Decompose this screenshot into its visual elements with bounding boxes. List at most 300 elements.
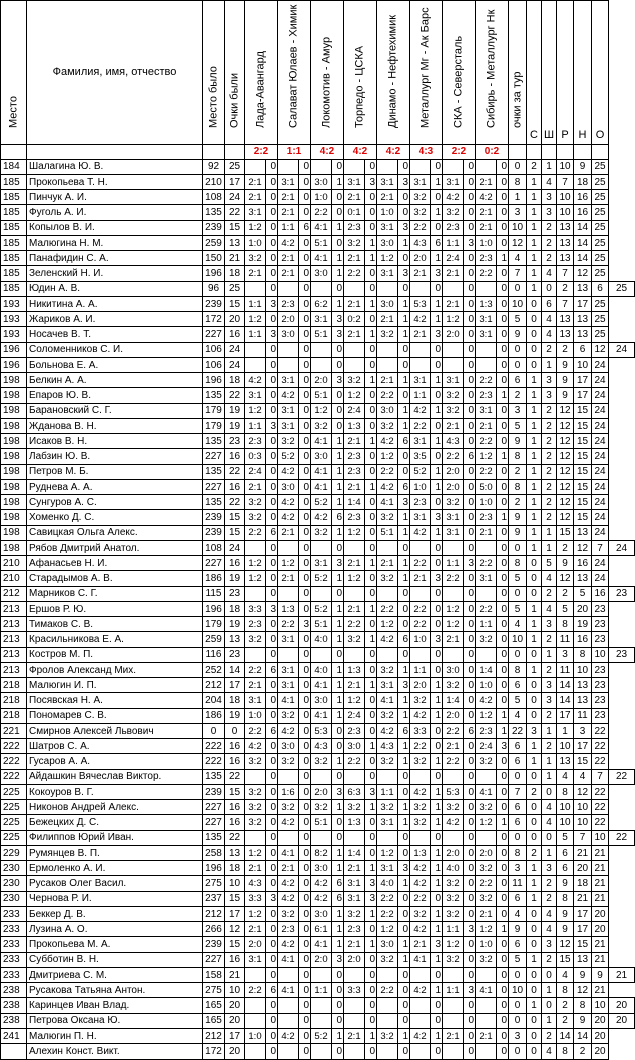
cell-m2-score: 1:1 (278, 220, 299, 235)
cell-count-o: 22 (592, 815, 609, 830)
cell-name: Белкин А. А. (27, 373, 203, 388)
cell-m2-pts: 0 (299, 1028, 311, 1043)
cell-m3-pts: 1 (332, 449, 344, 464)
cell-m1-pts: 0 (266, 830, 278, 845)
cell-m8-pts: 0 (497, 571, 509, 586)
cell-tour-points: 4 (509, 617, 527, 632)
cell-m1-score (245, 769, 266, 784)
cell-m4-score (344, 998, 365, 1013)
cell-place-was: 186 (203, 708, 225, 723)
cell-m7-pts: 0 (464, 540, 476, 555)
cell-m5-score: 2:1 (377, 556, 398, 571)
table-row (1, 693, 635, 708)
cell-m2-score: 3:0 (278, 479, 299, 494)
cell-m5-pts: 0 (398, 586, 410, 601)
cell-count-r: 10 (557, 739, 574, 754)
cell-m5-score (377, 967, 398, 982)
cell-undefined: 22 (609, 830, 635, 845)
table-row (1, 357, 635, 372)
cell-m5-pts: 6 (398, 632, 410, 647)
cell-m1-pts: 0 (266, 800, 278, 815)
cell-m4-score: 2:4 (344, 708, 365, 723)
cell-m1-score: 1:1 (245, 327, 266, 342)
cell-m8-score: 3:2 (476, 861, 497, 876)
cell-place-was: 227 (203, 479, 225, 494)
cell-m6-pts: 3 (431, 266, 443, 281)
cell-m6-score (410, 540, 431, 555)
cell-place-was: 239 (203, 296, 225, 311)
cell-count-s: 1 (527, 861, 542, 876)
cell-count-n: 9 (574, 967, 592, 982)
cell-count-s: 1 (527, 373, 542, 388)
cell-count-r: 9 (557, 373, 574, 388)
cell-m7-score (443, 586, 464, 601)
cell-m7-pts: 0 (464, 906, 476, 921)
cell-count-n: 16 (574, 205, 592, 220)
cell-m4-score: 3:1 (344, 876, 365, 891)
cell-m6-pts: 0 (431, 281, 443, 296)
cell-points-were: 10 (225, 983, 245, 998)
cell-m8-score (476, 647, 497, 662)
cell-m6-score: 1:0 (410, 632, 431, 647)
cell-place: 185 (1, 205, 27, 220)
cell-m6-pts: 0 (431, 1044, 443, 1060)
cell-m8-score (476, 357, 497, 372)
cell-count-n: 15 (574, 449, 592, 464)
cell-name: Шатров С. А. (27, 739, 203, 754)
cell-m1-score: 1:0 (245, 1028, 266, 1043)
cell-m1-score (245, 281, 266, 296)
cell-m8-pts: 0 (497, 342, 509, 357)
cell-m1-score: 2:4 (245, 464, 266, 479)
table-row (1, 586, 635, 601)
cell-count-sh: 4 (542, 922, 557, 937)
cell-m8-pts: 0 (497, 845, 509, 860)
table-row (1, 830, 635, 845)
cell-m3-pts: 1 (332, 479, 344, 494)
table-row (1, 922, 635, 937)
cell-name: Савицкая Ольга Алекс. (27, 525, 203, 540)
cell-m7-score: 2:4 (443, 251, 464, 266)
header-row (1, 1, 635, 145)
cell-tour-points: 2 (509, 464, 527, 479)
cell-count-n: 12 (574, 983, 592, 998)
cell-m7-score: 2:1 (443, 418, 464, 433)
cell-place: 198 (1, 434, 27, 449)
cell-m2-pts: 0 (299, 647, 311, 662)
cell-m2-score: 3:1 (278, 662, 299, 677)
cell-m7-score: 3:1 (443, 510, 464, 525)
cell-name: Бежецких Д. С. (27, 815, 203, 830)
cell-count-s: 1 (527, 525, 542, 540)
cell-count-n: 10 (574, 662, 592, 677)
cell-m1-score (245, 342, 266, 357)
cell-count-n: 21 (574, 891, 592, 906)
cell-name: Филиппов Юрий Иван. (27, 830, 203, 845)
cell-m6-score: 4:2 (410, 312, 431, 327)
cell-m1-score: 1:2 (245, 556, 266, 571)
cell-count-sh: 2 (542, 510, 557, 525)
cell-count-r: 9 (557, 357, 574, 372)
cell-m8-pts: 0 (497, 647, 509, 662)
cell-m1-pts: 0 (266, 708, 278, 723)
cell-place: 185 (1, 220, 27, 235)
cell-m5-pts: 1 (398, 525, 410, 540)
cell-m6-score: 3:1 (410, 373, 431, 388)
cell-m5-score (377, 647, 398, 662)
cell-m2-score: 4:2 (278, 510, 299, 525)
cell-m8-pts: 0 (497, 830, 509, 845)
cell-tour-points: 10 (509, 296, 527, 311)
cell-m6-pts: 1 (431, 876, 443, 891)
cell-m3-score: 2:0 (311, 373, 332, 388)
cell-m6-pts: 0 (431, 891, 443, 906)
cell-count-o: 24 (592, 418, 609, 433)
cell-count-s: 3 (527, 723, 542, 738)
cell-undefined: 25 (609, 281, 635, 296)
cell-m6-pts: 0 (431, 830, 443, 845)
cell-count-n: 19 (574, 617, 592, 632)
cell-points-were: 10 (225, 876, 245, 891)
cell-tour-points: 1 (509, 190, 527, 205)
cell-m6-score: 4:2 (410, 983, 431, 998)
cell-count-s: 2 (527, 784, 542, 799)
cell-count-sh: 2 (542, 418, 557, 433)
table-row (1, 266, 635, 281)
cell-m5-score: 4:2 (377, 723, 398, 738)
cell-m4-pts: 1 (365, 327, 377, 342)
table-row (1, 1044, 635, 1060)
cell-m4-pts: 0 (365, 540, 377, 555)
cell-m3-score: 2:0 (311, 952, 332, 967)
cell-m5-pts: 1 (398, 739, 410, 754)
cell-m7-score: 3:2 (443, 906, 464, 921)
cell-count-o: 20 (592, 1044, 609, 1060)
cell-m3-pts: 1 (332, 601, 344, 616)
cell-count-o: 20 (592, 1013, 609, 1028)
cell-m2-pts: 0 (299, 281, 311, 296)
cell-count-o: 16 (592, 586, 609, 601)
table-row (1, 617, 635, 632)
cell-m7-pts: 0 (464, 342, 476, 357)
cell-m8-pts: 0 (497, 906, 509, 921)
cell-m1-pts: 3 (266, 327, 278, 342)
cell-m3-pts: 1 (332, 922, 344, 937)
cell-count-s: 0 (527, 815, 542, 830)
cell-tour-points: 0 (509, 769, 527, 784)
cell-m4-score: 3:2 (344, 235, 365, 250)
cell-m2-score (278, 357, 299, 372)
cell-m8-score (476, 998, 497, 1013)
cell-m2-pts: 0 (299, 525, 311, 540)
cell-name: Хоменко Д. С. (27, 510, 203, 525)
cell-count-sh: 2 (542, 952, 557, 967)
cell-place-was: 212 (203, 1028, 225, 1043)
table-row (1, 205, 635, 220)
cell-points-were: 22 (225, 495, 245, 510)
cell-name: Гусаров А. А. (27, 754, 203, 769)
cell-m1-pts: 0 (266, 266, 278, 281)
cell-count-n: 15 (574, 510, 592, 525)
cell-m1-pts: 3 (266, 601, 278, 616)
cell-m3-score: 5:2 (311, 1028, 332, 1043)
cell-m2-score: 3:1 (278, 174, 299, 189)
cell-m2-pts: 0 (299, 510, 311, 525)
cell-m4-score (344, 540, 365, 555)
cell-m1-score: 3:1 (245, 693, 266, 708)
cell-count-sh: 4 (542, 601, 557, 616)
cell-name: Сунгуров А. С. (27, 495, 203, 510)
cell-count-s: 0 (527, 922, 542, 937)
cell-m2-score: 3:1 (278, 418, 299, 433)
cell-m3-score (311, 342, 332, 357)
cell-count-n: 9 (574, 159, 592, 174)
cell-count-o: 25 (592, 327, 609, 342)
cell-m6-score: 2:2 (410, 556, 431, 571)
cell-count-o: 25 (592, 266, 609, 281)
cell-m3-score: 2:2 (311, 205, 332, 220)
cell-place-was: 106 (203, 342, 225, 357)
cell-place-was: 108 (203, 190, 225, 205)
cell-m3-score (311, 647, 332, 662)
cell-m3-pts: 1 (332, 861, 344, 876)
cell-m2-pts: 0 (299, 922, 311, 937)
cell-m2-pts: 0 (299, 952, 311, 967)
cell-m4-pts: 1 (365, 739, 377, 754)
table-row (1, 464, 635, 479)
cell-count-n: 5 (574, 586, 592, 601)
cell-place-was: 259 (203, 235, 225, 250)
cell-m8-pts: 1 (497, 815, 509, 830)
cell-points-were: 23 (225, 434, 245, 449)
cell-m6-pts: 3 (431, 510, 443, 525)
cell-m6-pts: 1 (431, 251, 443, 266)
cell-m1-score: 1:1 (245, 296, 266, 311)
cell-m8-pts: 0 (497, 769, 509, 784)
cell-m2-score: 5:2 (278, 449, 299, 464)
cell-m6-score: 4:1 (410, 952, 431, 967)
cell-m5-pts: 1 (398, 510, 410, 525)
cell-m5-pts: 1 (398, 815, 410, 830)
cell-m6-pts: 1 (431, 1028, 443, 1043)
header-match-7: СКА - Северсталь (443, 1, 476, 145)
cell-place-was: 179 (203, 418, 225, 433)
cell-m2-score: 2:3 (278, 922, 299, 937)
cell-m5-pts: 1 (398, 937, 410, 952)
cell-m7-pts: 0 (464, 708, 476, 723)
cell-m1-pts: 3 (266, 418, 278, 433)
cell-m4-score: 0:1 (344, 205, 365, 220)
cell-m2-pts: 0 (299, 800, 311, 815)
cell-m6-score (410, 281, 431, 296)
cell-m8-pts: 0 (497, 159, 509, 174)
cell-m5-score (377, 769, 398, 784)
cell-points-were: 15 (225, 296, 245, 311)
table-row (1, 876, 635, 891)
cell-count-o: 7 (592, 769, 609, 784)
cell-m5-score (377, 357, 398, 372)
cell-count-n: 3 (574, 723, 592, 738)
cell-count-s: 1 (527, 479, 542, 494)
cell-place: 198 (1, 373, 27, 388)
cell-name: Руднева А. А. (27, 479, 203, 494)
cell-m5-pts: 0 (398, 967, 410, 982)
table-row (1, 647, 635, 662)
cell-m7-score: 2:1 (443, 632, 464, 647)
cell-m8-pts: 0 (497, 861, 509, 876)
cell-m3-score (311, 281, 332, 296)
cell-m1-pts: 6 (266, 983, 278, 998)
cell-m7-pts: 0 (464, 495, 476, 510)
cell-count-s: 1 (527, 266, 542, 281)
cell-m4-score: 3:1 (344, 891, 365, 906)
cell-m4-pts: 1 (365, 251, 377, 266)
cell-m3-score (311, 769, 332, 784)
cell-m6-score: 2:2 (410, 220, 431, 235)
cell-count-s: 0 (527, 830, 542, 845)
cell-m1-pts: 0 (266, 449, 278, 464)
cell-m7-score (443, 1013, 464, 1028)
cell-m5-pts: 0 (398, 830, 410, 845)
cell-m4-score: 2:0 (344, 952, 365, 967)
cell-tour-points: 6 (509, 815, 527, 830)
cell-count-sh: 1 (542, 845, 557, 860)
cell-m5-pts: 1 (398, 373, 410, 388)
cell-m4-score (344, 647, 365, 662)
cell-m8-score: 2:2 (476, 373, 497, 388)
cell-place-was: 179 (203, 403, 225, 418)
cell-count-s: 1 (527, 662, 542, 677)
cell-place-was: 275 (203, 983, 225, 998)
cell-m3-pts: 6 (332, 891, 344, 906)
cell-m5-score: 1:0 (377, 205, 398, 220)
cell-count-r: 13 (557, 312, 574, 327)
cell-m5-score (377, 830, 398, 845)
cell-count-s: 1 (527, 891, 542, 906)
table-row (1, 800, 635, 815)
cell-count-n: 16 (574, 190, 592, 205)
cell-m3-score (311, 159, 332, 174)
cell-m2-pts: 0 (299, 876, 311, 891)
cell-m4-score: 1:4 (344, 495, 365, 510)
cell-m2-score (278, 1013, 299, 1028)
cell-tour-points: 5 (509, 571, 527, 586)
cell-m3-pts: 0 (332, 739, 344, 754)
cell-count-n: 15 (574, 495, 592, 510)
cell-m2-pts: 0 (299, 556, 311, 571)
cell-m7-pts: 0 (464, 190, 476, 205)
cell-count-n: 13 (574, 327, 592, 342)
cell-m1-score (245, 586, 266, 601)
cell-m4-pts: 0 (365, 922, 377, 937)
cell-count-o: 25 (592, 312, 609, 327)
cell-m1-pts: 0 (266, 357, 278, 372)
cell-place: 230 (1, 876, 27, 891)
cell-name: Носачев В. Т. (27, 327, 203, 342)
cell-m3-score (311, 967, 332, 982)
cell-m7-score: 1:2 (443, 617, 464, 632)
cell-m5-pts: 0 (398, 601, 410, 616)
header-place: Место (1, 1, 27, 145)
cell-count-r: 10 (557, 190, 574, 205)
cell-m2-pts: 0 (299, 601, 311, 616)
cell-m8-score: 3:2 (476, 632, 497, 647)
cell-points-were: 21 (225, 967, 245, 982)
results-row (1, 145, 635, 159)
cell-m1-score (245, 357, 266, 372)
header-count-n: Н (574, 1, 592, 145)
cell-m3-pts: 0 (332, 342, 344, 357)
cell-m7-score: 3:2 (443, 876, 464, 891)
cell-place-was: 252 (203, 662, 225, 677)
cell-m5-score: 4:3 (377, 739, 398, 754)
cell-m5-score: 4:1 (377, 693, 398, 708)
cell-place-was: 237 (203, 891, 225, 906)
table-row (1, 937, 635, 952)
cell-m5-pts: 3 (398, 678, 410, 693)
cell-place-was: 227 (203, 815, 225, 830)
cell-count-r: 13 (557, 251, 574, 266)
cell-m8-score: 1:4 (476, 662, 497, 677)
match-result: 0:2 (476, 145, 509, 159)
cell-m7-pts: 0 (464, 937, 476, 952)
table-row (1, 723, 635, 738)
cell-name: Пономарев С. В. (27, 708, 203, 723)
cell-m5-pts: 0 (398, 388, 410, 403)
cell-points-were: 18 (225, 266, 245, 281)
cell-m2-pts: 0 (299, 632, 311, 647)
cell-m4-pts: 0 (365, 586, 377, 601)
cell-m2-pts: 0 (299, 983, 311, 998)
cell-m6-pts: 0 (431, 967, 443, 982)
cell-count-sh: 2 (542, 449, 557, 464)
cell-m5-score (377, 540, 398, 555)
cell-points-were: 24 (225, 357, 245, 372)
cell-count-sh: 2 (542, 632, 557, 647)
cell-m8-pts: 0 (497, 220, 509, 235)
cell-m3-score: 5:1 (311, 617, 332, 632)
cell-count-r: 7 (557, 296, 574, 311)
cell-count-s: 1 (527, 388, 542, 403)
cell-m5-pts: 0 (398, 540, 410, 555)
cell-tour-points: 10 (509, 632, 527, 647)
cell-m8-pts: 0 (497, 800, 509, 815)
cell-m5-pts: 1 (398, 708, 410, 723)
header-count-s: С (527, 1, 542, 145)
cell-count-s: 1 (527, 601, 542, 616)
cell-m5-pts: 0 (398, 205, 410, 220)
cell-count-s: 1 (527, 190, 542, 205)
cell-m4-pts: 0 (365, 205, 377, 220)
cell-m6-score: 1:3 (410, 845, 431, 860)
cell-m6-pts: 1 (431, 952, 443, 967)
match-result: 2:2 (443, 145, 476, 159)
table-row (1, 632, 635, 647)
cell-place-was: 239 (203, 510, 225, 525)
cell-m7-score: 2:2 (443, 723, 464, 738)
cell-m4-score: 2:1 (344, 190, 365, 205)
cell-m4-pts: 1 (365, 678, 377, 693)
cell-tour-points: 6 (509, 800, 527, 815)
cell-m5-score: 3:0 (377, 937, 398, 952)
cell-m4-score: 2:1 (344, 434, 365, 449)
cell-m3-score: 4:2 (311, 510, 332, 525)
cell-m3-pts: 1 (332, 464, 344, 479)
cell-m4-pts: 0 (365, 281, 377, 296)
cell-count-o: 6 (592, 281, 609, 296)
cell-count-r: 4 (557, 967, 574, 982)
cell-points-were: 24 (225, 342, 245, 357)
